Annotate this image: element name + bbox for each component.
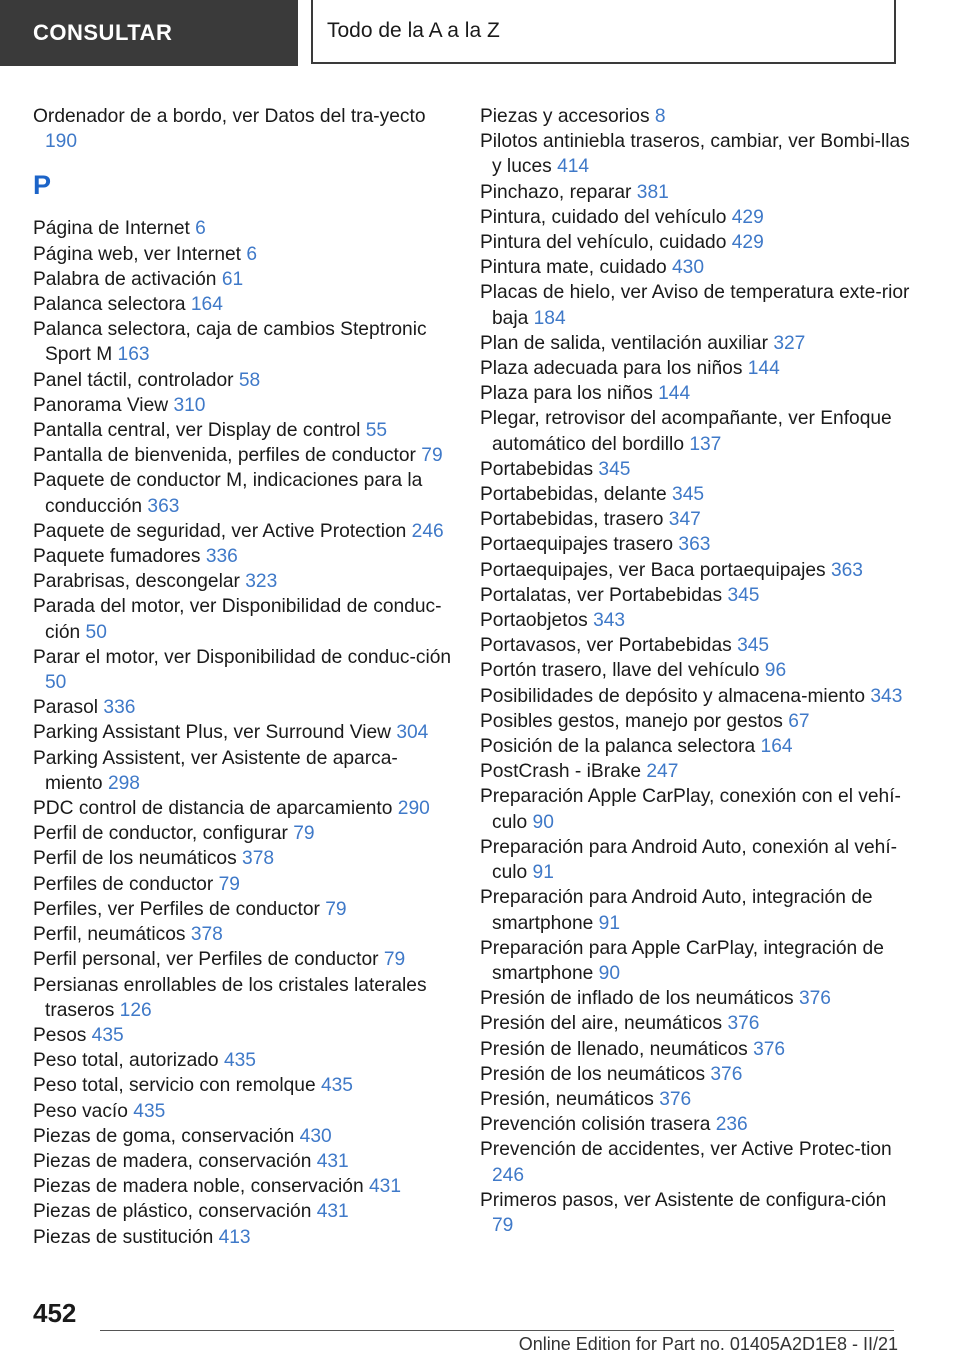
index-entry: [480, 558, 910, 583]
page-reference-link[interactable]: 431: [369, 1176, 402, 1198]
page-reference-link[interactable]: 430: [672, 257, 705, 279]
index-entry: [480, 507, 910, 532]
index-entry: [480, 784, 910, 834]
entry-term: Página web, ver Internet: [33, 243, 241, 265]
index-entry: [480, 255, 910, 280]
page-reference-link[interactable]: 144: [658, 383, 691, 405]
index-entry: [33, 544, 453, 569]
index-entry: [33, 1099, 453, 1124]
index-entry: [33, 468, 453, 518]
page-reference-link[interactable]: 347: [668, 509, 701, 531]
index-entry: [33, 317, 453, 367]
page-reference-link[interactable]: 310: [173, 394, 206, 416]
entry-term: Pilotos antiniebla traseros, cambiar, ver Bombi-llas y luces: [480, 131, 910, 178]
index-entry: [33, 645, 453, 695]
entry-term: Peso vacío: [33, 1100, 128, 1122]
page-reference-link[interactable]: 363: [678, 534, 711, 556]
index-entry: [33, 368, 453, 393]
index-entry: [33, 267, 453, 292]
index-entry: [33, 1225, 453, 1250]
index-column-left: [33, 104, 453, 1250]
entry-term: Peso total, autorizado: [33, 1050, 219, 1072]
index-entry: [33, 1048, 453, 1073]
page-reference-link[interactable]: 327: [773, 332, 806, 354]
entry-term: PDC control de distancia de aparcamiento: [33, 798, 393, 820]
section-tab[interactable]: CONSULTAR: [0, 0, 298, 66]
index-entry: [33, 796, 453, 821]
page-reference-link[interactable]: 164: [190, 294, 223, 316]
page-reference-link[interactable]: 90: [598, 962, 621, 984]
entry-term: Pantalla de bienvenida, perfiles de conductor: [33, 445, 416, 467]
index-entry: [480, 482, 910, 507]
page-reference-link[interactable]: 430: [299, 1125, 332, 1147]
page-reference-link[interactable]: 79: [293, 823, 315, 845]
page-reference-link[interactable]: 90: [532, 811, 554, 833]
entry-term: Presión de inflado de los neumáticos: [480, 988, 794, 1010]
entry-term: Perfiles de conductor: [33, 873, 214, 895]
index-entry: [33, 1174, 453, 1199]
entry-term: Palanca selectora, caja de cambios Steptronic Sport M: [33, 319, 427, 366]
page-reference-link[interactable]: 343: [870, 685, 903, 707]
entry-term: Parada del motor, ver Disponibilidad de conduc-ción: [33, 596, 442, 643]
index-entry: [33, 569, 453, 594]
index-entry: [480, 633, 910, 658]
page-reference-link[interactable]: 6: [246, 243, 258, 265]
page-reference-link[interactable]: 184: [533, 307, 566, 329]
entry-term: Portón trasero, llave del vehículo: [480, 660, 760, 682]
index-entry: [480, 583, 910, 608]
index-entry: [480, 381, 910, 406]
index-entry: [480, 532, 910, 557]
entry-term: Parking Assistent, ver Asistente de aparca-miento: [33, 747, 398, 794]
entry-term: Preparación para Apple CarPlay, integración de smartphone: [480, 937, 884, 984]
page-reference-link[interactable]: 79: [325, 898, 347, 920]
page-reference-link[interactable]: 50: [85, 621, 107, 643]
index-entry: [480, 1087, 910, 1112]
entry-term: Preparación para Android Auto, conexión al vehí-culo: [480, 836, 898, 884]
page-reference-link[interactable]: 431: [316, 1201, 349, 1223]
entry-term: Persianas enrollables de los cristales laterales traseros: [33, 974, 427, 1021]
index-entry: [480, 986, 910, 1011]
index-entry: [33, 746, 453, 796]
entry-term: Perfil de conductor, configurar: [33, 823, 288, 845]
entry-term: Paquete fumadores: [33, 546, 201, 568]
page-reference-link[interactable]: 91: [598, 912, 621, 934]
entry-term: Presión, neumáticos: [480, 1088, 654, 1110]
index-entry: [480, 406, 910, 456]
page-reference-link[interactable]: 413: [218, 1226, 251, 1248]
entry-term: Palanca selectora: [33, 294, 186, 316]
entry-term: Posibles gestos, manejo por gestos: [480, 710, 783, 732]
entry-term: Página de Internet: [33, 218, 190, 240]
index-entry: [480, 205, 910, 230]
index-entry: [33, 897, 453, 922]
entry-term: Presión del aire, neumáticos: [480, 1013, 723, 1035]
entry-term: Portabebidas, trasero: [480, 509, 664, 531]
entry-term: Pesos: [33, 1024, 87, 1046]
index-entry: [33, 242, 453, 267]
entry-term: Portabebidas, delante: [480, 484, 667, 506]
page-reference-link[interactable]: 144: [747, 358, 780, 380]
entry-term: Plaza para los niños: [480, 383, 653, 405]
page-number: 452: [33, 1298, 77, 1328]
entry-term: Parking Assistant Plus, ver Surround View: [33, 722, 391, 744]
index-entry: [480, 885, 910, 935]
page-reference-link[interactable]: 345: [727, 584, 760, 606]
page-reference-link[interactable]: 336: [205, 546, 238, 568]
entry-term: Pintura, cuidado del vehículo: [480, 206, 727, 228]
index-entry: [33, 1199, 453, 1224]
entry-term: PostCrash - iBrake: [480, 761, 642, 783]
page-reference-link[interactable]: 79: [421, 445, 443, 467]
page-reference-link[interactable]: 91: [532, 862, 554, 884]
entry-term: Peso total, servicio con remolque: [33, 1075, 316, 1097]
page-reference-link[interactable]: 323: [245, 571, 278, 593]
page-reference-link[interactable]: 378: [242, 848, 275, 870]
entry-term: Paquete de conductor M, indicaciones para la conducción: [33, 470, 423, 517]
entry-term: Piezas de goma, conservación: [33, 1125, 295, 1147]
page-reference-link[interactable]: 431: [316, 1150, 349, 1172]
index-entry: [33, 1073, 453, 1098]
page-reference-link[interactable]: 8: [654, 106, 666, 127]
index-entry: [33, 519, 453, 544]
chapter-title: Todo de la A a la Z: [311, 0, 896, 64]
entry-term: Portavasos, ver Portabebidas: [480, 635, 732, 657]
index-entry: [33, 695, 453, 720]
index-entry: [33, 594, 453, 644]
index-entry: [480, 835, 910, 885]
entry-term: Piezas de madera, conservación: [33, 1150, 312, 1172]
page-reference-link[interactable]: 376: [753, 1038, 786, 1060]
page-reference-link[interactable]: 381: [636, 181, 669, 203]
index-entry: [480, 280, 910, 330]
page-reference-link[interactable]: 336: [103, 697, 136, 719]
entry-term: Placas de hielo, ver Aviso de temperatura exte-rior baja: [480, 282, 910, 329]
page-reference-link[interactable]: 247: [646, 761, 679, 783]
entry-term: Perfil de los neumáticos: [33, 848, 237, 870]
page-reference-link[interactable]: 376: [659, 1088, 692, 1110]
entry-term: Parar el motor, ver Disponibilidad de conduc-ción: [33, 646, 452, 668]
entry-term: Portabebidas: [480, 458, 594, 480]
letter-heading: P: [33, 170, 52, 201]
index-entry: [480, 230, 910, 255]
index-entry: [33, 1023, 453, 1048]
index-entry: [33, 872, 453, 897]
page-reference-link[interactable]: 376: [798, 988, 831, 1010]
index-entry: [33, 393, 453, 418]
page-reference-link[interactable]: 376: [710, 1063, 743, 1085]
index-entry: [33, 922, 453, 947]
index-entry: [480, 759, 910, 784]
entry-term: Perfil personal, ver Perfiles de conductor: [33, 949, 379, 971]
index-entry: [33, 947, 453, 972]
entry-term: Piezas de madera noble, conservación: [33, 1176, 364, 1198]
index-entry: [480, 331, 910, 356]
page-reference-link[interactable]: 429: [731, 206, 764, 228]
pre-entries: [33, 104, 453, 154]
page-reference-link[interactable]: 67: [788, 710, 810, 732]
index-entry: [33, 104, 453, 154]
page-reference-link[interactable]: 126: [119, 999, 152, 1021]
entry-term: Presión de llenado, neumáticos: [480, 1038, 748, 1060]
index-entry: [33, 720, 453, 745]
entry-term: Palabra de activación: [33, 268, 217, 290]
index-entry: [33, 1149, 453, 1174]
entry-term: Preparación para Android Auto, integración de smartphone: [480, 887, 873, 934]
left-entries: [33, 216, 453, 1249]
page-reference-link[interactable]: 96: [764, 660, 787, 682]
entry-term: Parasol: [33, 697, 99, 719]
page-reference-link[interactable]: 290: [397, 798, 430, 820]
entry-term: Panel táctil, controlador: [33, 369, 234, 391]
entry-term: Pantalla central, ver Display de control: [33, 420, 361, 442]
entry-term: Posibilidades de depósito y almacena-miento: [480, 685, 866, 707]
entry-term: Primeros pasos, ver Asistente de configura-ción: [480, 1189, 887, 1211]
page-reference-link[interactable]: 345: [737, 635, 770, 657]
index-entry: [480, 1037, 910, 1062]
index-entry: [480, 936, 910, 986]
index-entry: [480, 129, 910, 179]
index-column-right: [480, 104, 910, 1238]
page-reference-link[interactable]: 236: [715, 1114, 748, 1136]
index-entry: [33, 973, 453, 1023]
entry-term: Pintura del vehículo, cuidado: [480, 232, 727, 254]
entry-term: Plegar, retrovisor del acompañante, ver Enfoque automático del bordillo: [480, 408, 892, 455]
page-reference-link[interactable]: 343: [593, 610, 626, 632]
page-reference-link[interactable]: 414: [557, 156, 590, 178]
header-bar: [0, 0, 960, 66]
entry-term: Perfil, neumáticos: [33, 924, 186, 946]
entry-term: Preparación Apple CarPlay, conexión con el vehí-culo: [480, 786, 901, 833]
right-entries: [480, 104, 910, 1238]
page-reference-link[interactable]: 435: [133, 1100, 166, 1122]
page-reference-link[interactable]: 246: [411, 520, 444, 542]
entry-term: Pintura mate, cuidado: [480, 257, 667, 279]
page-reference-link[interactable]: 345: [598, 458, 631, 480]
page-reference-link[interactable]: 164: [760, 736, 793, 758]
page-reference-link[interactable]: 363: [830, 559, 863, 581]
page-reference-link[interactable]: 58: [238, 369, 261, 391]
index-entry: [33, 443, 453, 468]
entry-term: Plan de salida, ventilación auxiliar: [480, 332, 768, 354]
index-entry: [33, 418, 453, 443]
entry-term: Portaobjetos: [480, 610, 588, 632]
index-entry: [480, 356, 910, 381]
page-reference-link[interactable]: 6: [195, 218, 206, 240]
index-entry: [480, 1188, 910, 1238]
page-reference-link[interactable]: 79: [218, 873, 240, 895]
page-reference-link[interactable]: 50: [45, 672, 67, 694]
page-reference-link[interactable]: 163: [117, 344, 150, 366]
index-entry: [480, 104, 910, 129]
index-entry: [480, 1137, 910, 1187]
page-reference-link[interactable]: 246: [492, 1164, 525, 1186]
entry-term: Posición de la palanca selectora: [480, 736, 756, 758]
entry-term: Prevención colisión trasera: [480, 1114, 711, 1136]
page-reference-link[interactable]: 137: [689, 433, 722, 455]
entry-term: Portaequipajes trasero: [480, 534, 674, 556]
index-entry: [480, 684, 910, 709]
entry-term: Perfiles, ver Perfiles de conductor: [33, 898, 320, 920]
index-entry: [480, 734, 910, 759]
page-reference-link[interactable]: 435: [320, 1075, 353, 1097]
index-entry: [480, 658, 910, 683]
index-entry: [480, 180, 910, 205]
entry-term: Paquete de seguridad, ver Active Protection: [33, 520, 407, 542]
page-reference-link[interactable]: 345: [672, 484, 705, 506]
entry-term: Prevención de accidentes, ver Active Protec-tion: [480, 1139, 892, 1161]
entry-term: Piezas de sustitución: [33, 1226, 214, 1248]
index-entry: [480, 1112, 910, 1137]
page-reference-link[interactable]: 429: [731, 232, 764, 254]
index-entry: [33, 292, 453, 317]
index-entry: [33, 821, 453, 846]
entry-term: Panorama View: [33, 394, 169, 416]
page-reference-link[interactable]: 79: [383, 949, 406, 971]
index-entry: [480, 709, 910, 734]
index-entry: [480, 1011, 910, 1036]
index-entry: [480, 457, 910, 482]
index-entry: [480, 1062, 910, 1087]
page-reference-link[interactable]: 298: [107, 772, 140, 794]
page-reference-link[interactable]: 376: [727, 1013, 760, 1035]
page-reference-link[interactable]: 378: [190, 924, 223, 946]
entry-term: Piezas y accesorios: [480, 106, 650, 127]
page-reference-link[interactable]: 435: [91, 1024, 124, 1046]
entry-term: Presión de los neumáticos: [480, 1063, 706, 1085]
index-entry: [33, 846, 453, 871]
entry-term: Parabrisas, descongelar: [33, 571, 240, 593]
index-entry: [480, 608, 910, 633]
page-reference-link[interactable]: 190: [45, 131, 78, 153]
page-reference-link[interactable]: 304: [396, 722, 429, 744]
index-entry: [33, 216, 453, 241]
entry-term: Portalatas, ver Portabebidas: [480, 584, 723, 606]
page-reference-link[interactable]: 79: [492, 1214, 514, 1236]
entry-term: Pinchazo, reparar: [480, 181, 632, 203]
page-reference-link[interactable]: 363: [147, 495, 180, 517]
entry-term: Ordenador de a bordo, ver Datos del tra-yecto: [33, 106, 426, 127]
page-reference-link[interactable]: 55: [365, 420, 388, 442]
entry-term: Piezas de plástico, conservación: [33, 1201, 312, 1223]
edition-footer: Online Edition for Part no. 01405A2D1E8 - II/21: [518, 1334, 898, 1354]
index-entry: [33, 1124, 453, 1149]
entry-term: Plaza adecuada para los niños: [480, 358, 743, 380]
page-reference-link[interactable]: 435: [223, 1050, 256, 1072]
page-reference-link[interactable]: 61: [221, 268, 244, 290]
entry-term: Portaequipajes, ver Baca portaequipajes: [480, 559, 826, 581]
footer-divider: [100, 1330, 894, 1331]
